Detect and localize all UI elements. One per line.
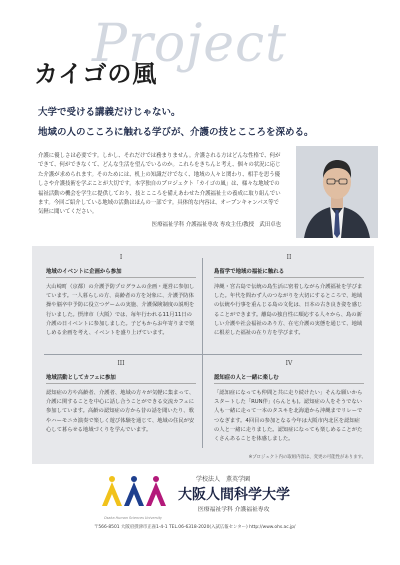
activity-heading: 認知症の人と一緒に楽しむ xyxy=(214,373,364,384)
university-name: 大阪人間科学大学 xyxy=(178,487,290,503)
panel-divider-vertical xyxy=(202,258,203,448)
activity-number: II xyxy=(286,254,292,261)
activity-number: I xyxy=(119,254,123,261)
intro-text: 介護に優しさは必要です。しかし、それだけでは務まりません。介護される方はどんな性格で、何ができて、何ができなくて、どんな生活を望んでいるのか。これらをきちんと考え、個々の状況に応じた介護が求められます。そのためには、机上の知識だけでなく、地域の人々と関わり、相手を思う優しさや介護技術を学ぶことが大切です。本学独自のプロジェクト「カイゴの風」は、様々な地域での福祉活動の機会を学生に提供しており、技とこころを備えあわせた介護福祉士の養成に取り組んでいます。今回ご紹介している地域の活動はほんの一部です。具体的な内容は、オープンキャンパス等で気軽に聞いてください。 xyxy=(38,153,281,216)
activity-cell-3 xyxy=(46,360,196,435)
project-watermark: Project xyxy=(92,14,288,74)
activity-heading: 島留学で地域の福祉に触れる xyxy=(214,267,364,278)
logo-tagline: Osaka Human Sciences University xyxy=(104,516,163,520)
activity-cell-1 xyxy=(46,254,196,338)
activity-body: 認知症の方や高齢者、介護者、地域の方々が気軽に集まって、介護に関することを中心に話し合うことができる交流カフェに参加しています。高齢の認知症の方から昔の話を聞いたり、歌やハーモニカ演奏で楽しく遊び体験を通じて、地域の住民が安心して暮らせる地域づくりを学んでいます。 xyxy=(46,390,195,433)
subtitle-line-1: 大学で受ける講義だけじゃない。 xyxy=(38,107,181,118)
subtitle-line-2: 地域の人のこころに触れる学びが、介護の技とこころを深める。 xyxy=(38,127,314,138)
activity-heading: 地域のイベントに企画から参加 xyxy=(46,267,196,278)
contact-address[interactable]: 〒566-8501 大阪府摂津市正雀1-4-1 TEL.06-6318-2020(入試広報センター) http://www.ohs.ac.jp/ xyxy=(94,525,296,530)
portrait-image xyxy=(296,146,378,238)
activity-number: III xyxy=(117,360,125,367)
panel-divider-horizontal xyxy=(44,354,362,355)
activity-body: 「認知症になっても仲間と共に走り続けたい」そんな願いからスタートした「RUN伴」(らんとも)。認知症の人をそうでない人も一緒に走って一本のタスキを北海道から沖縄までリレーでつなぎます。4回目の参加となる今年は大阪市内北区を認知症の人と一緒に走りました。認知症になっても楽しめることがたくさんあることを体感しました。 xyxy=(214,390,363,443)
page-title: カイゴの風 xyxy=(34,59,158,88)
intro-signature: 医療福祉学科 介護福祉専攻 専攻主任/教授 武田卓也 xyxy=(151,221,281,228)
activity-heading: 地域活動としてカフェに参加 xyxy=(46,373,196,384)
activity-cell-4 xyxy=(214,360,364,444)
faculty-portrait xyxy=(296,146,378,238)
activity-body: 大山崎町（京都）の介護予防プログラムの企画・運営に参加しています。一人暮らしの方、高齢者の方を対象に、介護予防体操や脳卒中予防に役立つゲームの実施、介護保険制度の説明を行いました。摂津市（大阪）では、毎年行われる11月11日の介護の日イベントに参加しました。子どもからお年寄りまで楽しめる企画を考え、イベントを盛り上げています。 xyxy=(46,284,195,337)
panel-footnote: ※プロジェクト内の取組内容は、変更の可能性があります。 xyxy=(248,455,366,460)
activity-body: 沖縄・宮古島で伝統の島生活に密着しながら介護福祉を学びました。年代を問わず人のつながりを大切にするところで、地域の伝統や行事を重んじる島の文化は、日本の古き良き姿を感じることができます。離島の独自性に順応する人々から、島の新しい介護や社会福祉のあり方、在宅介護の実態を通じて、地域に根差した福祉の在り方を学びます。 xyxy=(214,284,363,337)
activities-panel xyxy=(32,246,374,464)
corporation-name: 学校法人 薫英学園 xyxy=(196,476,251,483)
activity-cell-2 xyxy=(214,254,364,338)
intro-paragraph xyxy=(38,152,281,230)
activity-number: IV xyxy=(285,360,293,367)
department-name: 医療福祉学科 介護福祉専攻 xyxy=(198,507,270,513)
